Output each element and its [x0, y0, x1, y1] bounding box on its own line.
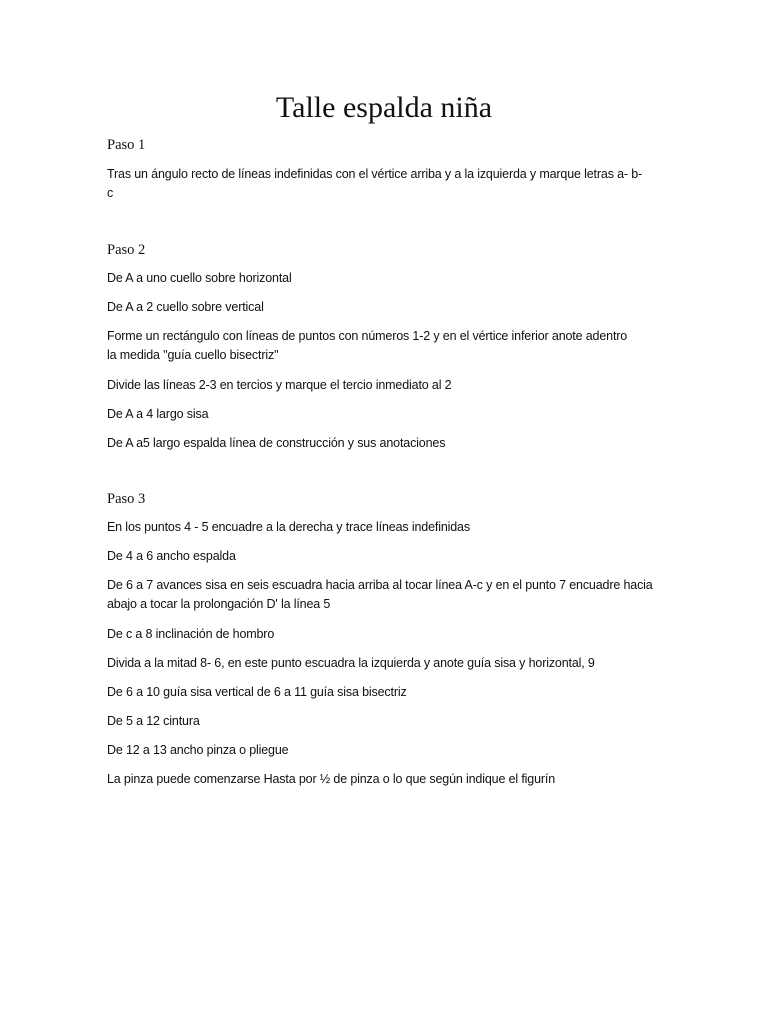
paragraph-line: Divida a la mitad 8- 6, en este punto escuadra la izquierda y anote guía sisa y horizontal, 9 [107, 656, 595, 670]
paragraph [107, 547, 667, 566]
paragraph [107, 518, 667, 537]
paragraph [107, 654, 667, 673]
paragraph [107, 376, 667, 395]
paragraph-line: De A a 4 largo sisa [107, 407, 209, 421]
paragraph-line: la medida "guía cuello bisectriz" [107, 348, 279, 362]
paragraph-line: Forme un rectángulo con líneas de puntos con números 1-2 y en el vértice inferior anote adentro [107, 329, 628, 343]
paragraph [107, 298, 667, 317]
paragraph-line: abajo a tocar la prolongación D' la línea 5 [107, 597, 331, 611]
paragraph-line: De 6 a 7 avances sisa en seis escuadra hacia arriba al tocar línea A-c y en el punto 7 encuadre hacia [107, 578, 653, 592]
paragraph [107, 405, 667, 424]
paragraph [107, 576, 667, 614]
section-heading-paso-2: Paso 2 [107, 242, 146, 258]
paragraph-line: De 12 a 13 ancho pinza o pliegue [107, 743, 289, 757]
paragraph-line: De A a uno cuello sobre horizontal [107, 271, 292, 285]
paragraph [107, 625, 667, 644]
paragraph-line: De 5 a 12 cintura [107, 714, 200, 728]
paragraph [107, 165, 667, 203]
paragraph-line: c [107, 186, 114, 200]
paragraph-line: Tras un ángulo recto de líneas indefinidas con el vértice arriba y a la izquierda y marque letras a- b- [107, 167, 643, 181]
paragraph [107, 683, 667, 702]
paragraph [107, 434, 667, 453]
paragraph [107, 269, 667, 288]
section-heading-paso-3: Paso 3 [107, 491, 146, 507]
paragraph [107, 327, 667, 365]
paragraph-line: La pinza puede comenzarse Hasta por ½ de pinza o lo que según indique el figurín [107, 772, 556, 786]
document-title: Talle espalda niña [275, 91, 493, 124]
paragraph-line: En los puntos 4 - 5 encuadre a la derecha y trace líneas indefinidas [107, 520, 470, 534]
paragraph-line: De A a5 largo espalda línea de construcción y sus anotaciones [107, 436, 446, 450]
paragraph-line: De A a 2 cuello sobre vertical [107, 300, 264, 314]
paragraph-line: Divide las líneas 2-3 en tercios y marque el tercio inmediato al 2 [107, 378, 452, 392]
paragraph-line: De c a 8 inclinación de hombro [107, 627, 275, 641]
paragraph [107, 712, 667, 731]
paragraph [107, 741, 667, 760]
section-heading-paso-1: Paso 1 [107, 137, 146, 153]
paragraph-line: De 4 a 6 ancho espalda [107, 549, 236, 563]
paragraph [107, 770, 667, 789]
paragraph-line: De 6 a 10 guía sisa vertical de 6 a 11 guía sisa bisectriz [107, 685, 407, 699]
